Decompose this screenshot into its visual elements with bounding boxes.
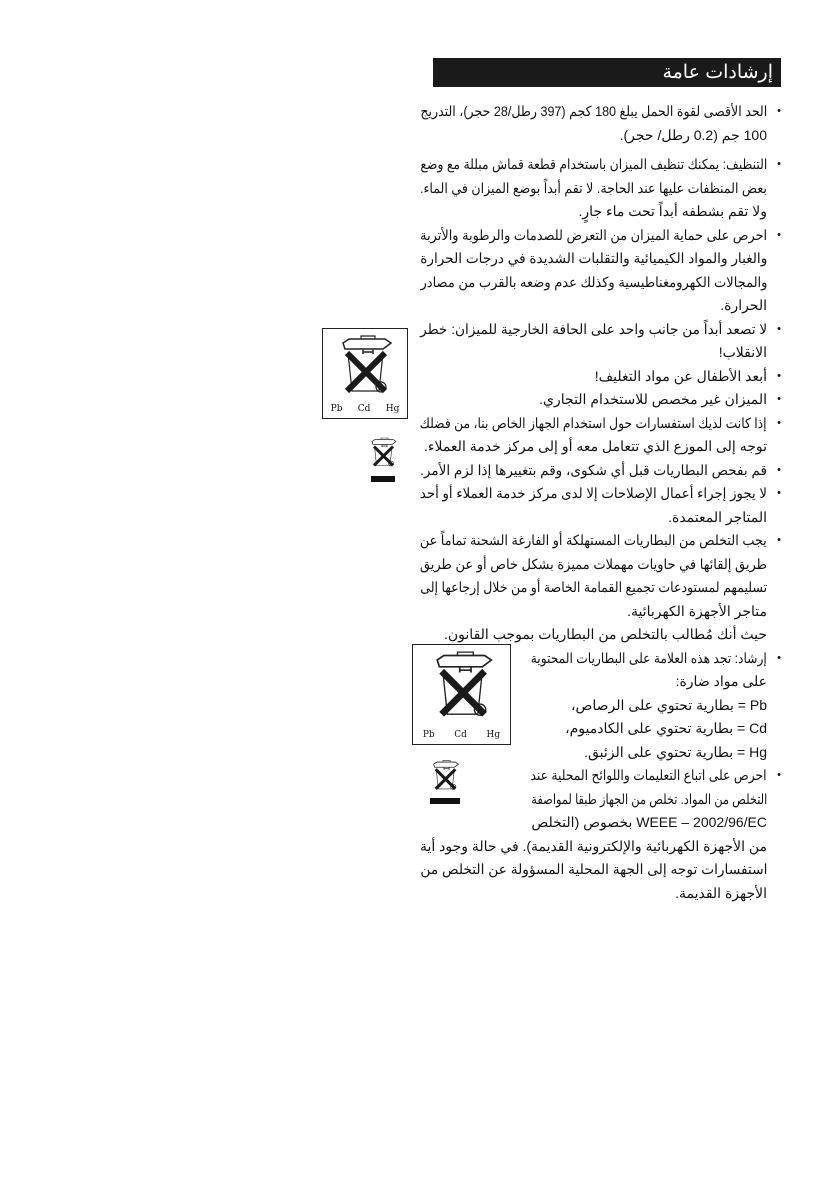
- text-line: حيث أنك مُطالب بالتخلص من البطاريات بموجب القانون.: [444, 626, 767, 642]
- crossed-bin-icon: [428, 760, 462, 792]
- list-item: [420, 365, 781, 389]
- bullet-icon: •: [777, 487, 781, 499]
- text-line: WEEE – 2002/96/EC بخصوص (التخلص: [531, 814, 767, 830]
- text-line: ولا تقم بشطفه أبداً تحت ماء جارٍ.: [578, 203, 767, 219]
- list-item: [420, 153, 781, 224]
- weee-bar: [430, 798, 460, 804]
- crossed-bin-icon: [368, 436, 398, 470]
- text-line: طريق إلقائها في حاويات مهملات مميزة بشكل خاص أو عن طريق: [419, 555, 767, 572]
- list-item: [420, 529, 781, 647]
- list-item: [420, 388, 781, 412]
- bullet-icon: •: [777, 369, 781, 382]
- text-line: الحد الأقصى لقوة الحمل يبلغ 180 كجم (397 رطل/28 حجر)، التدريج: [420, 103, 767, 119]
- weee-symbol: [368, 436, 398, 484]
- list-item: [420, 764, 781, 905]
- text-line: التنظيف: يمكنك تنظيف الميزان باستخدام قطعة قماش مبللة مع وضع: [420, 156, 767, 172]
- text-line: الانقلاب!: [718, 344, 767, 360]
- bullet-icon: •: [777, 228, 781, 241]
- hg-label: Hg: [385, 404, 400, 414]
- text-line: والغبار والمواد الكيميائية والتقلبات الشديدة في درجات الحرارة: [419, 250, 767, 266]
- bullet-icon: •: [777, 416, 781, 429]
- text-line: متاجر الأجهزة الكهربائية.: [627, 602, 767, 619]
- section-title: إرشادات عامة: [662, 62, 773, 83]
- text-line: توجه إلى الموزع الذي تتعامل معه أو إلى مركز خدمة العملاء.: [424, 438, 767, 454]
- text-line: تسليمهم لمستودعات تجميع القمامة الخاصة أو من خلال إرجاعها إلى: [420, 579, 767, 595]
- text-line: لا يجوز إجراء أعمال الإصلاحات إلا لدى مركز خدمة العملاء أو أحد: [419, 485, 767, 501]
- list-item: [420, 482, 781, 529]
- bullet-icon: •: [777, 534, 781, 546]
- text-line: لا تصعد أبداً من جانب واحد على الحافة الخارجية للميزان: خطر: [419, 320, 767, 337]
- section-header: [433, 58, 781, 87]
- cd-label: Cd: [454, 730, 467, 740]
- bullet-icon: •: [777, 158, 781, 170]
- battery-disposal-symbol: [322, 328, 408, 419]
- text-line: Hg = بطارية تحتوي على الزئبق.: [584, 743, 767, 760]
- list-item: [420, 318, 781, 365]
- text-line: احرص على اتباع التعليمات واللوائح المحلية عند: [530, 767, 767, 783]
- weee-symbol-2: [428, 760, 462, 804]
- text-line: 100 جم (0.2 رطل/ حجر).: [619, 126, 767, 143]
- hg-label: Hg: [486, 730, 501, 740]
- text-line: المتاجر المعتمدة.: [668, 508, 767, 525]
- pb-label: Pb: [422, 730, 435, 740]
- text-line: الميزان غير مخصص للاستخدام التجاري.: [539, 391, 767, 407]
- text-line: احرص على حماية الميزان من التعرض للصدمات والرطوبة والأتربة: [420, 226, 767, 243]
- bullet-icon: •: [777, 105, 781, 117]
- text-line: قم بفحص البطاريات قبل أي شكوى، وقم بتغييرها إذا لزم الأمر.: [420, 461, 767, 478]
- bullet-icon: •: [777, 322, 781, 335]
- text-line: Cd = بطارية تحتوي على الكادميوم،: [565, 720, 767, 736]
- weee-bar: [371, 476, 395, 482]
- text-line: بعض المنظفات عليها عند الحاجة. لا تقم أبداً بوضع الميزان في الماء.: [420, 179, 767, 196]
- cd-label: Cd: [357, 404, 371, 414]
- text-line: إرشاد: تجد هذه العلامة على البطاريات المحتوية: [530, 649, 767, 666]
- list-item: [420, 100, 781, 147]
- text-line: أبعد الأطفال عن مواد التغليف!: [594, 367, 767, 384]
- bullet-icon: •: [777, 393, 781, 405]
- text-line: يجب التخلص من البطاريات المستهلكة أو الفارغة الشحنة تماماً عن: [420, 532, 767, 548]
- crossed-bin-icon: [335, 335, 395, 397]
- bullet-icon: •: [777, 463, 781, 476]
- bullet-icon: •: [777, 769, 781, 781]
- list-item: [420, 224, 781, 318]
- text-line: الحرارة.: [720, 297, 767, 313]
- text-line: من الأجهزة الكهربائية والإلكترونية القديمة). في حالة وجود أية: [420, 837, 767, 854]
- text-line: Pb = بطارية تحتوي على الرصاص،: [570, 696, 767, 713]
- crossed-bin-icon: [428, 651, 496, 721]
- list-item: [420, 459, 781, 483]
- text-line: على مواد ضارة:: [675, 673, 767, 689]
- battery-disposal-symbol-2: [412, 644, 511, 745]
- text-line: الأجهزة القديمة.: [675, 884, 767, 901]
- instructions-list: [420, 100, 781, 905]
- bullet-icon: •: [777, 651, 781, 664]
- text-line: التخلص من المواد. تخلص من الجهاز طبقا لمواصفة: [530, 790, 767, 807]
- text-line: والمجالات الكهرومغناطيسية وكذلك عدم وضعه بالقرب من مصادر: [420, 273, 767, 290]
- list-item: [420, 412, 781, 459]
- text-line: استفسارات توجه إلى الجهة المحلية المسؤولة عن التخلص من: [419, 861, 767, 877]
- pb-label: Pb: [330, 404, 343, 414]
- text-line: إذا كانت لديك استفسارات حول استخدام الجهاز الخاص بنا، من فضلك: [420, 414, 767, 431]
